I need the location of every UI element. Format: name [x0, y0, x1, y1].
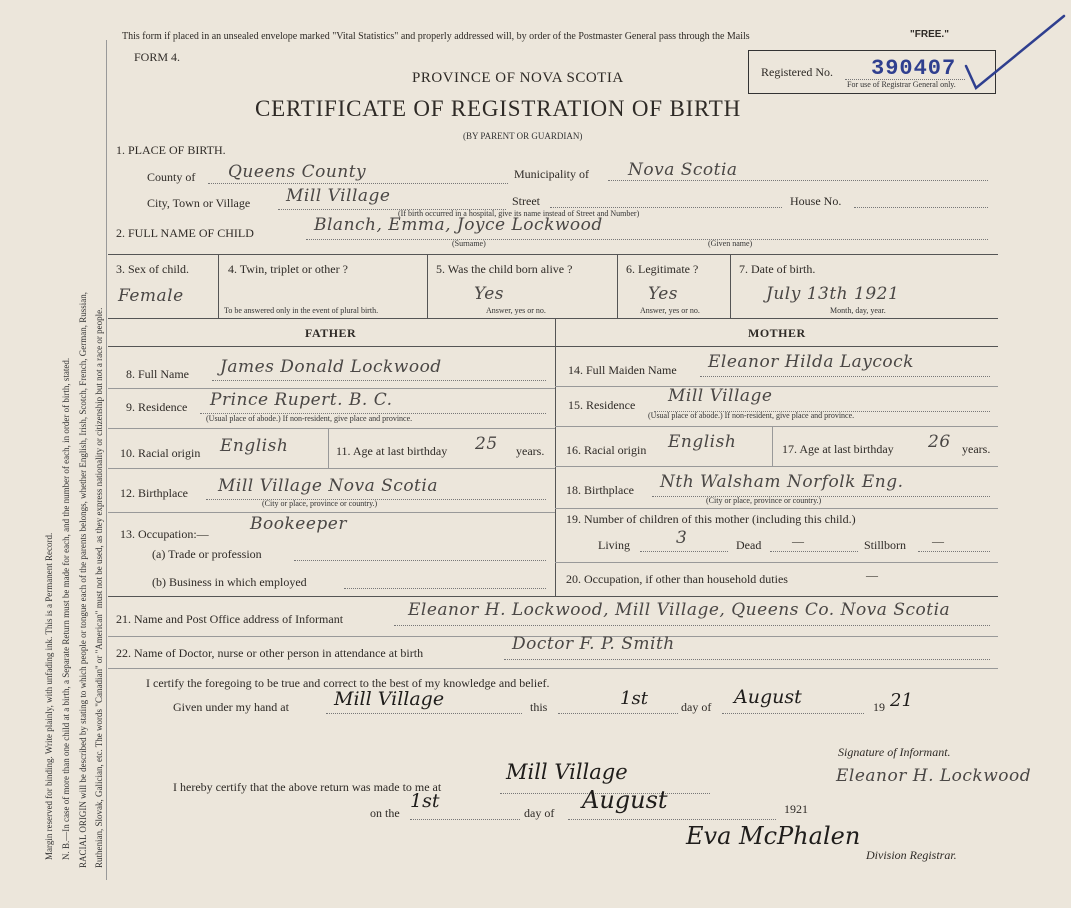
hospital-note: (If birth occurred in a hospital, give its name instead of Street and Number)	[398, 209, 640, 218]
margin-divider	[106, 40, 107, 880]
mother-years: years.	[962, 442, 991, 456]
city-label: City, Town or Village	[147, 196, 251, 210]
mother-name-label: 14. Full Maiden Name	[568, 363, 677, 377]
municipality-label: Municipality of	[514, 167, 589, 181]
mother-birthplace-value: Nth Walsham Norfolk Eng.	[660, 472, 904, 492]
county-value: Queens County	[228, 162, 367, 182]
sex-value: Female	[118, 286, 184, 306]
mother-birthplace-label: 18. Birthplace	[566, 483, 634, 497]
division-registrar-label: Division Registrar.	[866, 848, 957, 862]
father-business-label: (b) Business in which employed	[152, 575, 307, 589]
certify-year-value: 21	[890, 690, 913, 711]
mother-residence-value: Mill Village	[668, 386, 773, 406]
doctor-value: Doctor F. P. Smith	[512, 634, 675, 654]
father-name-label: 8. Full Name	[126, 367, 189, 381]
county-label: County of	[147, 170, 196, 184]
check-mark-icon	[960, 8, 1070, 98]
mother-residence-note: (Usual place of abode.) If non-resident, give place and province.	[648, 411, 855, 420]
father-age-value: 25	[475, 434, 498, 454]
form-number: FORM 4.	[134, 50, 181, 64]
given-name-note: (Given name)	[708, 239, 753, 248]
certify-year-prefix: 19	[873, 700, 885, 714]
father-birthplace-note: (City or place, province or country.)	[262, 499, 378, 508]
province-title: PROVINCE OF NOVA SCOTIA	[412, 70, 624, 86]
street-label: Street	[512, 194, 540, 208]
mother-living-label: Living	[598, 538, 630, 552]
child-name-value: Blanch, Emma, Joyce Lockwood	[314, 215, 603, 235]
mother-age-label: 17. Age at last birthday	[782, 442, 894, 456]
father-age-label: 11. Age at last birthday	[336, 444, 448, 458]
mother-living-value: 3	[676, 528, 688, 548]
given-under-label: Given under my hand at	[173, 700, 289, 714]
legit-value: Yes	[648, 284, 679, 304]
father-residence-value: Prince Rupert. B. C.	[210, 390, 393, 410]
page-title: CERTIFICATE OF REGISTRATION OF BIRTH	[255, 96, 742, 121]
given-place-value: Mill Village	[334, 688, 445, 710]
date-value: July 13th 1921	[766, 284, 900, 304]
registrar-day-value: 1st	[410, 790, 440, 812]
free-label: "FREE."	[910, 29, 949, 40]
father-name-value: James Donald Lockwood	[220, 357, 442, 377]
father-occupation-label: 13. Occupation:—	[120, 527, 209, 541]
house-label: House No.	[790, 194, 842, 208]
margin-note-binding: Margin reserved for binding. Write plainly, with unfading ink. This is a Permanent Record.	[44, 532, 54, 860]
mother-name-value: Eleanor Hilda Laycock	[708, 352, 914, 372]
father-trade-label: (a) Trade or profession	[152, 547, 262, 561]
informant-value: Eleanor H. Lockwood, Mill Village, Queens Co. Nova Scotia	[408, 600, 951, 620]
alive-note: Answer, yes or no.	[486, 306, 546, 315]
father-birthplace-value: Mill Village Nova Scotia	[218, 476, 438, 496]
mother-children-label: 19. Number of children of this mother (including this child.)	[566, 512, 856, 526]
place-heading: 1. PLACE OF BIRTH.	[116, 143, 226, 157]
father-residence-label: 9. Residence	[126, 400, 188, 414]
page-subtitle: (BY PARENT OR GUARDIAN)	[463, 131, 583, 141]
certify-text: I certify the foregoing to be true and correct to the best of my knowledge and belief.	[146, 676, 550, 690]
registered-label: Registered No.	[761, 65, 833, 79]
father-race-label: 10. Racial origin	[120, 446, 201, 460]
father-heading: FATHER	[305, 326, 357, 340]
mother-heading: MOTHER	[748, 326, 806, 340]
mother-residence-label: 15. Residence	[568, 398, 636, 412]
alive-value: Yes	[474, 284, 505, 304]
registrar-signature: Eva McPhalen	[686, 822, 861, 850]
father-years: years.	[516, 444, 545, 458]
margin-note-racial-origin-cont: Ruthenian, Slovak, Galician, etc. The words "Canadian" or "American" must not be used, as they express nationality or citizenship but not a race or people.	[94, 307, 104, 868]
registrar-day-of: day of	[524, 806, 555, 820]
certify-month-value: August	[734, 686, 802, 708]
doctor-label: 22. Name of Doctor, nurse or other person in attendance at birth	[116, 646, 424, 660]
alive-label: 5. Was the child born alive ?	[436, 262, 573, 276]
mother-race-value: English	[668, 432, 737, 452]
legit-label: 6. Legitimate ?	[626, 262, 699, 276]
registered-box	[748, 50, 996, 94]
mother-occupation-value: —	[866, 568, 878, 582]
registrar-place-value: Mill Village	[506, 760, 628, 784]
registrar-month-value: August	[582, 786, 668, 814]
margin-note-separate-return: N. B.—In case of more than one child at a birth, a Separate Return must be made for each, and the number of each, in order of birth, stated.	[61, 357, 71, 860]
mother-birthplace-note: (City or place, province or country.)	[706, 496, 822, 505]
registrar-on-label: on the	[370, 806, 400, 820]
mother-occupation-label: 20. Occupation, if other than household duties	[566, 572, 788, 586]
certify-day-of: day of	[681, 700, 712, 714]
registrar-certify-text: I hereby certify that the above return was made to me at	[173, 780, 442, 794]
mother-race-label: 16. Racial origin	[566, 443, 647, 457]
certify-day-value: 1st	[620, 688, 648, 709]
sex-label: 3. Sex of child.	[116, 262, 189, 276]
father-occupation-value: Bookeeper	[250, 514, 347, 534]
informant-label: 21. Name and Post Office address of Informant	[116, 612, 344, 626]
father-birthplace-label: 12. Birthplace	[120, 486, 188, 500]
informant-signature-label: Signature of Informant.	[838, 745, 951, 759]
mother-dead-label: Dead	[736, 538, 762, 552]
mother-stillborn-label: Stillborn	[864, 538, 907, 552]
mother-age-value: 26	[928, 432, 951, 452]
this-label: this	[530, 700, 548, 714]
father-race-value: English	[220, 436, 289, 456]
registrar-note: For use of Registrar General only.	[847, 80, 956, 89]
twin-label: 4. Twin, triplet or other ?	[228, 262, 348, 276]
registered-number: 390407	[871, 56, 957, 81]
date-label: 7. Date of birth.	[739, 262, 816, 276]
mother-stillborn-value: —	[932, 534, 944, 548]
father-residence-note: (Usual place of abode.) If non-resident, give place and province.	[206, 414, 413, 423]
city-value: Mill Village	[286, 186, 391, 206]
municipality-value: Nova Scotia	[628, 160, 738, 180]
legit-note: Answer, yes or no.	[640, 306, 700, 315]
registrar-year: 1921	[784, 802, 808, 816]
child-name-label: 2. FULL NAME OF CHILD	[116, 226, 254, 240]
surname-note: (Surname)	[452, 239, 486, 248]
twin-note: To be answered only in the event of plural birth.	[224, 306, 379, 315]
margin-note-racial-origin: RACIAL ORIGIN will be described by stating to which people or tongue each of the parents belongs, whether English, Irish, Scotch, French, German, Russian,	[78, 291, 88, 868]
mother-dead-value: —	[792, 534, 804, 548]
date-note: Month, day, year.	[830, 306, 886, 315]
informant-signature: Eleanor H. Lockwood	[836, 766, 1032, 786]
mail-notice: This form if placed in an unsealed envelope marked "Vital Statistics" and properly addressed will, by order of the Postmaster General pass through the Mails	[122, 31, 750, 42]
